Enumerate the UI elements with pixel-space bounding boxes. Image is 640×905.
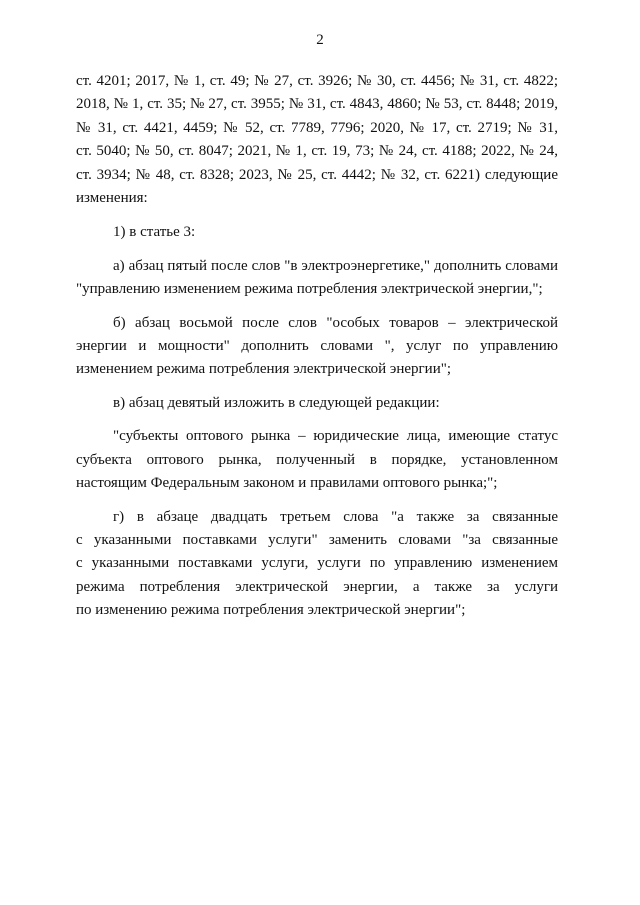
item-a-line-1: а) абзац пятый после слов "в электроэнергетике," дополнить словами	[113, 257, 558, 274]
item-b-line-3: изменением режима потребления электрической энергии";	[76, 361, 452, 378]
item-b-line-1: б) абзац восьмой после слов "особых товаров – электрической	[113, 314, 558, 331]
document-body	[76, 70, 558, 623]
intro-line-4: ст. 5040; № 50, ст. 8047; 2021, № 1, ст. 19, 73; № 24, ст. 4188; 2022, № 24,	[76, 143, 558, 160]
item-g-line-3: с указанными поставками услуги, услуги по управлению изменением	[76, 555, 558, 572]
item-g-line-2: с указанными поставками услуги" заменить словами "за связанные	[76, 531, 558, 548]
intro-line-1: ст. 4201; 2017, № 1, ст. 49; № 27, ст. 3926; № 30, ст. 4456; № 31, ст. 4822;	[76, 73, 558, 89]
item-v-line-1: в) абзац девятый изложить в следующей редакции:	[113, 394, 440, 411]
item-a-line-2: "управлению изменением режима потребления электрической энергии,";	[76, 281, 543, 298]
item-b-line-2: энергии и мощности" дополнить словами ", услуг по управлению	[76, 338, 558, 355]
item-v-quote-line-3: настоящим Федеральным законом и правилами оптового рынка;";	[76, 475, 498, 492]
item-g-line-5: по изменению режима потребления электрической энергии";	[76, 602, 466, 619]
item-g-line-4: режима потребления электрической энергии, а также за услуги	[76, 578, 558, 595]
item-v-quote-line-2: субъекта оптового рынка, полученный в порядке, установленном	[76, 451, 558, 468]
item-1-heading: 1) в статье 3:	[113, 224, 196, 241]
intro-line-6: изменения:	[76, 190, 148, 207]
intro-line-3: № 31, ст. 4421, 4459; № 52, ст. 7789, 7796; 2020, № 17, ст. 2719; № 31,	[76, 119, 558, 136]
item-g-line-1: г) в абзаце двадцать третьем слова "а также за связанные	[113, 508, 558, 525]
item-v-quote-line-1: "субъекты оптового рынка – юридические лица, имеющие статус	[113, 428, 558, 445]
intro-line-2: 2018, № 1, ст. 35; № 27, ст. 3955; № 31, ст. 4843, 4860; № 53, ст. 8448; 2019,	[76, 96, 558, 113]
intro-line-5: ст. 3934; № 48, ст. 8328; 2023, № 25, ст. 4442; № 32, ст. 6221) следующие	[76, 166, 558, 183]
page-number: 2	[316, 32, 324, 48]
